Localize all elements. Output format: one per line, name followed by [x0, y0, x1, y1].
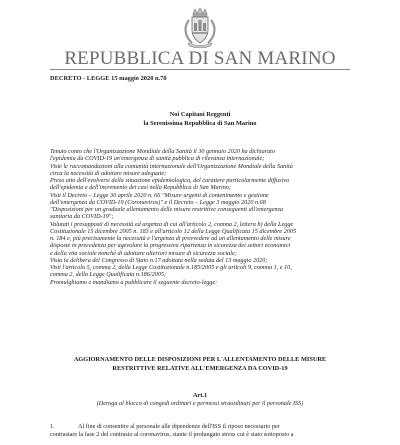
decree-title-line: AGGIORNAMENTO DELLE DISPOSIZIONI PER L'ALLENTAMENTO DELLE MISURE [73, 356, 327, 363]
decree-title [0, 356, 400, 373]
state-name: REPUBBLICA DI SAN MARINO [64, 48, 336, 69]
header-divider [50, 69, 350, 70]
preamble-line: Tenuto conto che l'Organizzazione Mondiale della Sanità il 30 gennaio 2020 ha dichiarato [50, 148, 275, 155]
preamble-line: "Disposizioni per un graduale allentamento delle misure restrittive conseguenti all'emergenza [50, 206, 283, 213]
regents-block [0, 110, 400, 128]
preamble-line: Preso atto dell'evolversi della situazione epidemiologica, del carattere particolarmente diffusivo [50, 177, 290, 184]
preamble-line: dell'epidemia e dell'incremento dei casi nella Repubblica di San Marino; [50, 184, 231, 192]
preamble-line: Costituzionale 15 dicembre 2005 n. 183 e all'articolo 12 della Legge Qualificata 15 dicembre 2005 [50, 227, 297, 235]
preamble-line: Visti il Decreto – Legge 30 aprile 2020 n. 66 "Misure urgenti di contenimento e gestione [50, 191, 269, 199]
preamble-line: disposte in precedenza per agevolare la progressiva ripartenza in sicurezza dei settori economici [50, 242, 291, 250]
preamble-line: Vista la delibera del Congresso di Stato n.17 adottata nella seduta del 13 maggio 2020; [50, 256, 268, 264]
preamble-line: l'epidemia da COVID-19 un'emergenza di sanità pubblica di rilevanza internazionale; [50, 155, 265, 163]
preamble-line: dell'emergenza da COVID-19 (Coronavirus)" e il Decreto – Legge 3 maggio 2020 n.68 [50, 198, 266, 206]
paragraph-line: Al fine di consentire al personale alle dipendenze dell'ISS il riposo necessario per [78, 423, 280, 430]
article-paragraph [50, 423, 356, 438]
coat-of-arms-icon [180, 6, 220, 48]
preamble-line: sanitaria da COVID-19"; [50, 213, 114, 221]
preamble-line: comma 2, della Legge Qualificata n.186/2005; [50, 271, 167, 279]
decree-reference: DECRETO - LEGGE 15 maggio 2020 n.78 [50, 75, 167, 82]
preamble-line: Viste le raccomandazioni alla comunità internazionale dell'Organizzazione Mondiale della Sanità [50, 162, 293, 170]
preamble-line: e della vita sociale nonché di adottare ulteriori misure di sicurezza sociale; [50, 249, 237, 257]
preamble-line: circa la necessità di adottare misure adeguate; [50, 169, 167, 177]
paragraph-line: contrastare la fase 2 del contrasto al coronavirus, stante il prolungato stress cui è stato sottoposto a [50, 430, 294, 438]
preamble-line: Promulghiamo e mandiamo a pubblicare il seguente decreto-legge: [50, 278, 218, 286]
preamble-line: Valutati i presupposti di necessità ed urgenza di cui all'articolo 2, comma 2, lettera b) della Legge [50, 220, 294, 228]
paragraph-number: 1. [50, 423, 55, 430]
preamble-line: n. 184 e, più precisamente la necessità e l'urgenza di provvedere ad un allentamento delle misure [50, 235, 291, 242]
preamble-line: Visti l'articolo 5, comma 2, della Legge Costituzionale n.185/2005 e gli articoli 9, comma 1, e 10, [50, 264, 292, 271]
regents-line: Noi Capitani Reggenti [169, 111, 231, 118]
article-heading: (Deroga al blocco di congedi ordinari e permessi straordinari per il personale ISS) [96, 400, 304, 407]
preamble [50, 148, 356, 286]
regents-line: la Serenissima Repubblica di San Marino [143, 120, 257, 127]
decree-title-line: RESTRITTIVE RELATIVE ALL'EMERGENZA DA COVID-19 [112, 364, 288, 372]
article-number: Art.1 [192, 392, 208, 399]
